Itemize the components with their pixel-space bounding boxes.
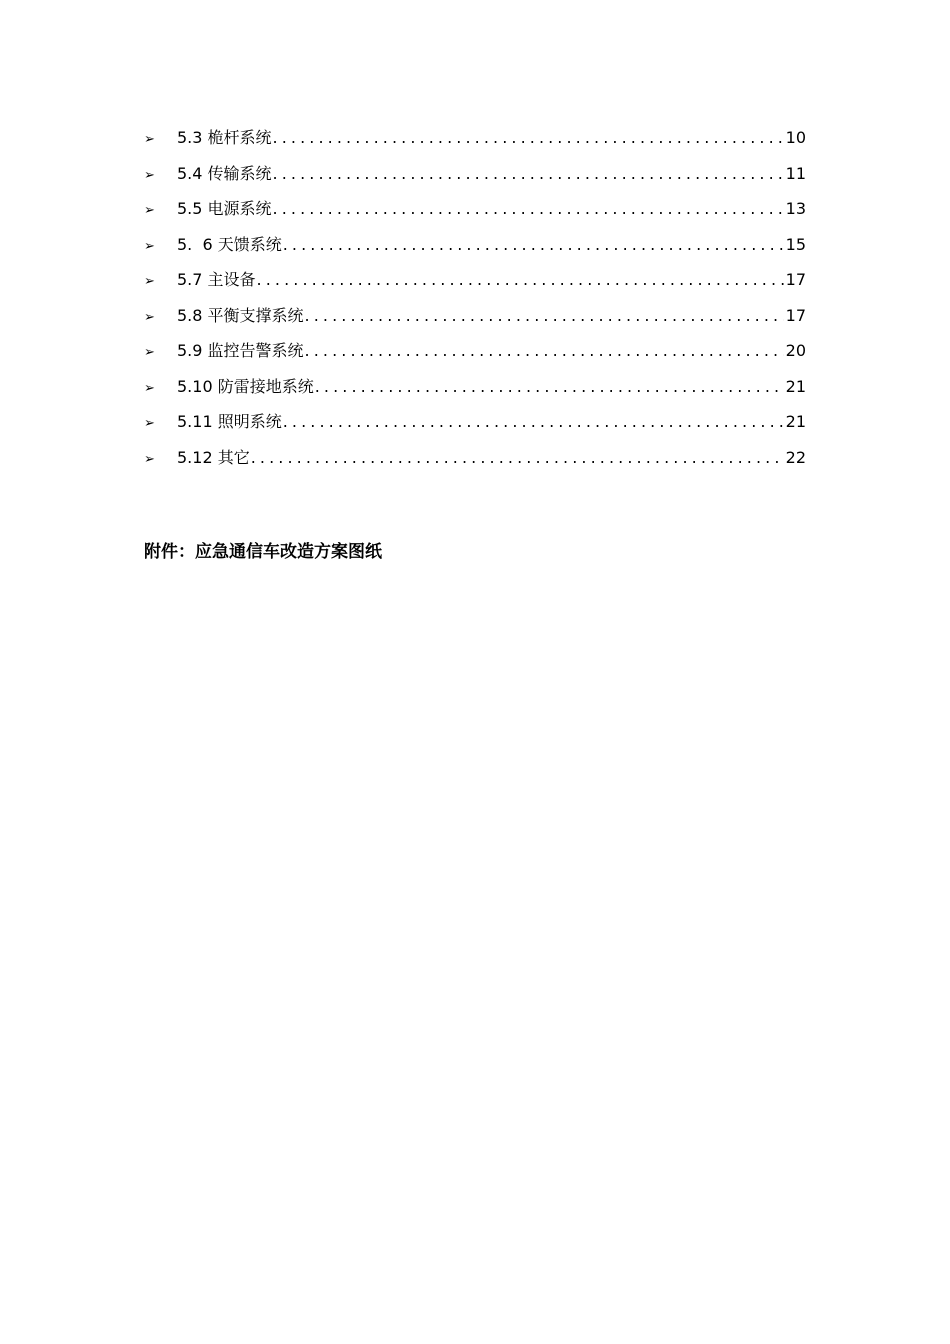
arrow-bullet-icon: ➢ — [144, 132, 155, 147]
toc-entry-label: 5. 6 天馈系统 — [177, 234, 282, 254]
arrow-bullet-icon: ➢ — [144, 274, 155, 289]
toc-entry[interactable] — [144, 333, 806, 369]
dot-leader — [283, 227, 784, 263]
toc-entry[interactable] — [144, 191, 806, 227]
toc-entry-page: 11 — [785, 163, 806, 183]
toc-entry[interactable] — [144, 440, 806, 476]
toc-entry-label: 5.11 照明系统 — [177, 412, 282, 431]
arrow-bullet-icon: ➢ — [144, 203, 155, 218]
toc-entry-label: 5.4 传输系统 — [177, 163, 272, 183]
toc-entry-label: 5.10 防雷接地系统 — [177, 376, 314, 396]
arrow-bullet-icon: ➢ — [144, 309, 155, 325]
dot-leader — [315, 369, 784, 405]
toc-entry-page: 21 — [785, 412, 806, 431]
toc-entry[interactable] — [144, 156, 806, 192]
arrow-bullet-icon: ➢ — [144, 380, 155, 396]
dot-leader — [273, 156, 784, 192]
dot-leader — [273, 191, 784, 227]
toc-entry-label: 5.3 桅杆系统 — [177, 128, 272, 147]
arrow-bullet-icon: ➢ — [144, 238, 155, 254]
dot-leader — [283, 404, 784, 440]
toc-entry-label: 5.9 监控告警系统 — [177, 341, 304, 360]
dot-leader — [305, 298, 784, 334]
arrow-bullet-icon: ➢ — [144, 345, 155, 360]
toc-entry-page: 17 — [785, 305, 806, 325]
toc-entry-label: 5.5 电源系统 — [177, 199, 272, 218]
arrow-bullet-icon: ➢ — [144, 451, 155, 467]
dot-leader — [257, 262, 784, 298]
toc-entry-label: 5.7 主设备 — [177, 270, 256, 289]
toc-entry[interactable] — [144, 298, 806, 334]
dot-leader — [273, 120, 784, 156]
arrow-bullet-icon: ➢ — [144, 167, 155, 183]
toc-entry-page: 20 — [785, 341, 806, 360]
table-of-contents — [144, 120, 806, 475]
toc-entry[interactable] — [144, 369, 806, 405]
dot-leader — [305, 333, 784, 369]
toc-entry-page: 17 — [785, 270, 806, 289]
toc-entry-page: 15 — [785, 234, 806, 254]
toc-entry[interactable] — [144, 227, 806, 263]
toc-entry-label: 5.8 平衡支撑系统 — [177, 305, 304, 325]
toc-entry-page: 21 — [785, 376, 806, 396]
toc-entry-page: 13 — [785, 199, 806, 218]
appendix-title: 附件：应急通信车改造方案图纸 — [144, 542, 382, 562]
toc-entry[interactable] — [144, 404, 806, 440]
arrow-bullet-icon: ➢ — [144, 416, 155, 431]
toc-entry-page: 22 — [785, 447, 806, 467]
dot-leader — [251, 440, 784, 476]
toc-entry[interactable] — [144, 262, 806, 298]
toc-entry-label: 5.12 其它 — [177, 447, 250, 467]
toc-entry-page: 10 — [785, 128, 806, 147]
toc-entry[interactable] — [144, 120, 806, 156]
